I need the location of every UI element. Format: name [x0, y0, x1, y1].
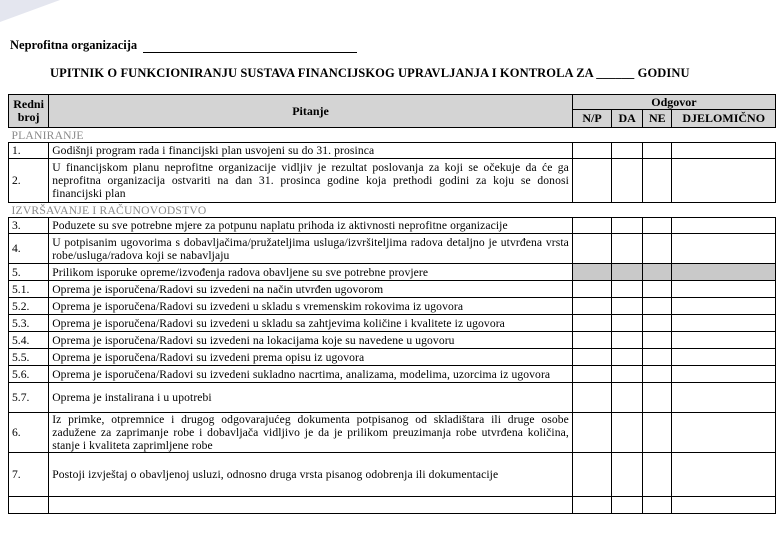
answer-ne-cell[interactable] [643, 453, 672, 497]
row-question: Oprema je isporučena/Radovi su izvedeni prema opisu iz ugovora [49, 349, 573, 366]
row-number: 5.2. [9, 298, 49, 315]
answer-djelomicno-cell[interactable] [672, 218, 776, 234]
answer-ne-cell[interactable] [643, 413, 672, 453]
row-question: Oprema je instalirana i u upotrebi [49, 383, 573, 413]
answer-ne-cell[interactable] [643, 366, 672, 383]
row-question: Prilikom isporuke opreme/izvođenja radova obavljene su sve potrebne provjere [49, 264, 573, 281]
row-number: 5.4. [9, 332, 49, 349]
row-number: 5. [9, 264, 49, 281]
answer-ne-cell[interactable] [643, 315, 672, 332]
answer-np-cell[interactable] [572, 315, 611, 332]
row-number: 1. [9, 143, 49, 159]
header-djelomicno: DJELOMIČNO [672, 110, 776, 128]
answer-np-cell[interactable] [572, 298, 611, 315]
answer-djelomicno-cell[interactable] [672, 497, 776, 514]
answer-da-cell[interactable] [612, 497, 643, 514]
answer-djelomicno-cell[interactable] [672, 315, 776, 332]
answer-da-cell[interactable] [612, 366, 643, 383]
row-question: Oprema je isporučena/Radovi su izvedeni na lokacijama koje su navedene u ugovoru [49, 332, 573, 349]
answer-djelomicno-cell[interactable] [672, 453, 776, 497]
answer-da-cell [612, 264, 643, 281]
answer-da-cell[interactable] [612, 143, 643, 159]
answer-ne-cell [643, 264, 672, 281]
answer-djelomicno-cell[interactable] [672, 366, 776, 383]
answer-np-cell[interactable] [572, 143, 611, 159]
answer-da-cell[interactable] [612, 159, 643, 203]
answer-np-cell[interactable] [572, 332, 611, 349]
row-question: Godišnji program rada i financijski plan usvojeni su do 31. prosinca [49, 143, 573, 159]
row-question: Postoji izvještaj o obavljenoj usluzi, odnosno druga vrsta pisanog odobrenja ili dokumentacije [49, 453, 573, 497]
row-question: Iz primke, otpremnice i drugog odgovarajućeg dokumenta potpisanog od skladištara ili druge osobe zadužene za zaprimanje robe i dobavljača vidljivo je da je prilikom preuzimanja robe utvrđena količina, stanje i kvaliteta zaprimljene robe [49, 413, 573, 453]
answer-np-cell [572, 264, 611, 281]
organization-label: Neprofitna organizacija [10, 38, 138, 52]
row-question: Oprema je isporučena/Radovi su izvedeni u skladu sa zahtjevima količine i kvalitete iz ugovora [49, 315, 573, 332]
row-question [49, 497, 573, 514]
answer-np-cell[interactable] [572, 281, 611, 298]
row-question: Oprema je isporučena/Radovi su izvedeni na način utvrđen ugovorom [49, 281, 573, 298]
answer-ne-cell[interactable] [643, 281, 672, 298]
answer-djelomicno-cell[interactable] [672, 298, 776, 315]
row-number: 3. [9, 218, 49, 234]
row-number: 7. [9, 453, 49, 497]
answer-djelomicno-cell[interactable] [672, 281, 776, 298]
row-question: Oprema je isporučena/Radovi su izvedeni sukladno nacrtima, analizama, modelima, uzorcima iz ugovora [49, 366, 573, 383]
row-question: Poduzete su sve potrebne mjere za potpunu naplatu prihoda iz aktivnosti neprofitne organizacije [49, 218, 573, 234]
answer-ne-cell[interactable] [643, 497, 672, 514]
row-number: 6. [9, 413, 49, 453]
answer-ne-cell[interactable] [643, 143, 672, 159]
answer-djelomicno-cell[interactable] [672, 413, 776, 453]
answer-np-cell[interactable] [572, 497, 611, 514]
header-pitanje: Pitanje [49, 95, 573, 128]
header-np: N/P [572, 110, 611, 128]
section-title: IZVRŠAVANJE I RAČUNOVODSTVO [9, 203, 776, 218]
answer-da-cell[interactable] [612, 218, 643, 234]
answer-da-cell[interactable] [612, 332, 643, 349]
document-title: UPITNIK O FUNKCIONIRANJU SUSTAVA FINANCIJSKOG UPRAVLJANJA I KONTROLA ZA ______ GODINU [50, 66, 690, 80]
answer-djelomicno-cell[interactable] [672, 159, 776, 203]
corner-decoration [0, 0, 60, 22]
header-odgovor: Odgovor [572, 95, 775, 110]
answer-np-cell[interactable] [572, 349, 611, 366]
answer-da-cell[interactable] [612, 453, 643, 497]
section-title: PLANIRANJE [9, 128, 776, 143]
answer-djelomicno-cell [672, 264, 776, 281]
answer-ne-cell[interactable] [643, 332, 672, 349]
answer-np-cell[interactable] [572, 159, 611, 203]
questionnaire-table [8, 94, 776, 514]
row-number: 5.3. [9, 315, 49, 332]
answer-np-cell[interactable] [572, 383, 611, 413]
answer-ne-cell[interactable] [643, 349, 672, 366]
header-ne: NE [643, 110, 672, 128]
row-question: U potpisanim ugovorima s dobavljačima/pružateljima usluga/izvršiteljima radova detaljno je utvrđena vrsta robe/usluga/radova koji se nabavljaju [49, 234, 573, 264]
organization-blank[interactable] [143, 40, 357, 53]
answer-da-cell[interactable] [612, 413, 643, 453]
row-question: Oprema je isporučena/Radovi su izvedeni u skladu s vremenskim rokovima iz ugovora [49, 298, 573, 315]
answer-djelomicno-cell[interactable] [672, 383, 776, 413]
answer-np-cell[interactable] [572, 453, 611, 497]
row-number: 5.1. [9, 281, 49, 298]
row-number: 5.5. [9, 349, 49, 366]
header-redni-broj: Redni broj [9, 95, 49, 128]
organization-field [10, 38, 357, 53]
answer-djelomicno-cell[interactable] [672, 143, 776, 159]
answer-da-cell[interactable] [612, 383, 643, 413]
header-da: DA [612, 110, 643, 128]
answer-djelomicno-cell[interactable] [672, 332, 776, 349]
row-number: 5.6. [9, 366, 49, 383]
answer-da-cell[interactable] [612, 349, 643, 366]
row-number: 4. [9, 234, 49, 264]
answer-ne-cell[interactable] [643, 159, 672, 203]
answer-np-cell[interactable] [572, 234, 611, 264]
answer-da-cell[interactable] [612, 234, 643, 264]
answer-ne-cell[interactable] [643, 234, 672, 264]
answer-ne-cell[interactable] [643, 218, 672, 234]
row-number: 2. [9, 159, 49, 203]
answer-np-cell[interactable] [572, 413, 611, 453]
answer-da-cell[interactable] [612, 315, 643, 332]
answer-djelomicno-cell[interactable] [672, 234, 776, 264]
row-question: U financijskom planu neprofitne organizacije vidljiv je rezultat poslovanja za koji se očekuje da će ga neprofitna organizacija ostvariti na dan 31. prosinca godine koja prethodi godini za koju se donosi financijski plan [49, 159, 573, 203]
answer-da-cell[interactable] [612, 298, 643, 315]
answer-ne-cell[interactable] [643, 383, 672, 413]
answer-np-cell[interactable] [572, 366, 611, 383]
answer-np-cell[interactable] [572, 218, 611, 234]
row-number [9, 497, 49, 514]
row-number: 5.7. [9, 383, 49, 413]
answer-djelomicno-cell[interactable] [672, 349, 776, 366]
answer-ne-cell[interactable] [643, 298, 672, 315]
answer-da-cell[interactable] [612, 281, 643, 298]
